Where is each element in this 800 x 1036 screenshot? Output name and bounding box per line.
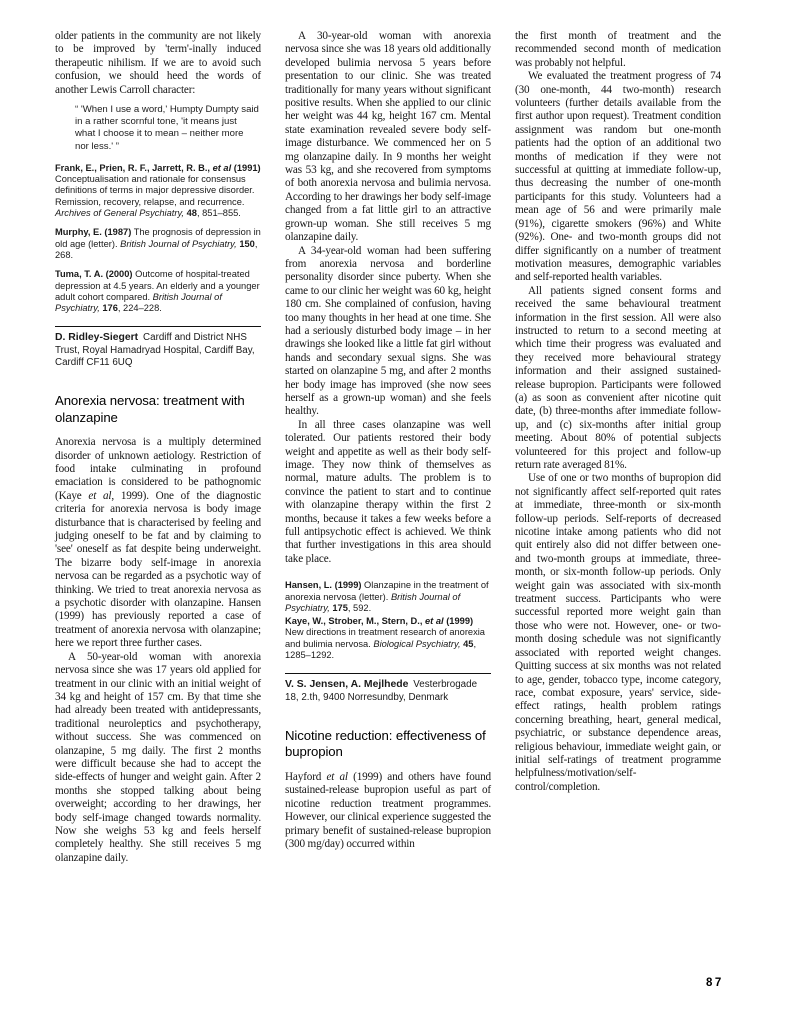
text-segment: (1999)	[443, 616, 474, 627]
text-segment: the first month of treatment and the recommended second month of medication was probably not helpful.	[515, 30, 721, 69]
text-segment: Conceptualisation and rationale for consensus definitions of terms in major depressive disorder. Remission, recovery, relapse, and recurrence.	[55, 174, 255, 207]
page-number: 87	[706, 977, 724, 989]
text-segment: (1999) and others have found sustained-release bupropion useful as part of nicotine reduction treatment programmes. However, our clinical experience suggested the primary benefit of sustained-release bupropion (300 mg/day) occurred within	[285, 770, 491, 850]
text-column-3	[515, 30, 721, 865]
text-segment: A 30-year-old woman with anorexia nervosa since she was 18 years old additionally developed bulimia nervosa 5 years before presentation to our clinic. She was treated traditionally for many years without significant positive results. When she applied to our clinic her weight was 44 kg, height 167 cm. Mental state examination revealed severe body self-image disturbance. We commenced her on 5 mg olanzapine daily. In 9 months her weight was 53 kg, and she recovered from symptoms of both anorexia nervosa and bulimia nervosa. According to her drawings her body self-image changed from a fat little girl to an attractive grown-up woman. She still receives 5 mg olanzapine daily.	[285, 30, 491, 244]
text-segment: , 1285–1292.	[285, 638, 477, 661]
text-segment: Biological Psychiatry,	[373, 638, 461, 649]
text-segment: Hansen, L. (1999)	[285, 580, 362, 591]
body-paragraph	[515, 285, 721, 473]
reference-entry	[55, 269, 261, 314]
section-heading	[55, 393, 261, 426]
text-segment: , 224–228.	[117, 303, 162, 314]
text-segment: Hayford	[285, 770, 327, 783]
text-segment: British Journal of Psychiatry,	[120, 238, 237, 249]
author-signature	[55, 332, 261, 369]
text-segment: , 268.	[55, 238, 258, 260]
text-segment: All patients signed consent forms and received the same behavioural treatment information in the first session. All were also instructed to return to a second meeting at which time their progress was evaluated and they received more behavioural strategy information and their assigned sustained-release bupropion. Participants were followed (a) as soon as convenient after nicotine quit date, (b) three-months after immediate follow-up, and (c) six-months after initial group meeting. About 80% of potential subjects volunteered for this project and follow-up return rate averaged 81%.	[515, 284, 721, 471]
text-segment: , 851–855.	[196, 208, 241, 219]
text-column-1	[55, 30, 261, 865]
text-segment: , 1999). One of the diagnostic criteria for anorexia nervosa is body image disturbance that is characterised by feeling and judging oneself to be fat and by claiming to 'see' oneself as fat despite being underweight. The bizarre body self-image in anorexia nervosa can be regarded as a psychotic way of thinking. We tried to treat anorexia nervosa as a psychotic disorder with olanzapine. Hansen (1999) has previously reported a case of treatment of anorexia nervosa with olanzapine; here we report three further cases.	[55, 489, 261, 650]
text-segment: Tuma, T. A. (2000)	[55, 269, 133, 280]
reference-entry	[55, 163, 261, 219]
text-segment: Cardiff and District NHS Trust, Royal Hamadryad Hospital, Cardiff Bay, Cardiff CF11 6UQ	[55, 332, 255, 368]
author-signature	[285, 679, 491, 703]
text-segment: Outcome of hospital-treated depression at 4.5 years. An elderly and a younger adult cohort compared.	[55, 269, 260, 302]
text-segment: Frank, E., Prien, R. F., Jarrett, R. B.,	[55, 162, 213, 173]
text-segment: 176	[99, 303, 118, 314]
text-segment: D. Ridley-Siegert	[55, 332, 139, 344]
text-segment: Anorexia nervosa is a multiply determined disorder of unknown aetiology. Restriction of food intake culminating in profound emaciation is considered to be pathognomic (Kaye	[55, 436, 261, 502]
text-segment: New directions in treatment research of anorexia and bulimia nervosa.	[285, 627, 485, 649]
text-segment: Nicotine reduction: effectiveness of bupropion	[285, 727, 486, 760]
body-paragraph	[285, 419, 491, 566]
text-segment: , 592.	[347, 602, 372, 613]
text-segment: (1991)	[231, 162, 261, 173]
text-segment: 150	[236, 238, 255, 249]
text-segment: Archives of General Psychiatry,	[55, 208, 184, 219]
text-segment: Anorexia nervosa: treatment with olanzapine	[55, 393, 245, 425]
text-segment: Olanzapine in the treatment of anorexia nervosa (letter).	[285, 580, 489, 602]
text-segment: We evaluated the treatment progress of 74 (30 one-month, 44 two-month) research volunteers (further details available from the first author upon request). Treatment condition assignment was random but one-month patients had the option of an additional two months of medication if they were not successful at quitting at immediate follow-up, thus decreasing the number of one-month participants for this study. Volunteers had a mean age of 56 and were primarily male (91%), cigarette smokers (96%) and White (92%). One- and two-month groups did not differ significantly on a number of treatment motivation measures, demographic variables and self-reported health variables.	[515, 70, 721, 284]
divider	[55, 326, 261, 327]
text-segment: The prognosis of depression in old age (letter).	[55, 227, 261, 249]
body-paragraph	[515, 472, 721, 794]
body-paragraph	[285, 245, 491, 419]
block-quote	[75, 104, 259, 153]
text-columns	[55, 30, 721, 865]
body-paragraph	[55, 651, 261, 866]
text-segment: Murphy, E. (1987)	[55, 227, 132, 238]
text-segment: Kaye, W., Strober, M., Stern, D.,	[285, 616, 426, 627]
section-heading	[285, 728, 491, 761]
reference-entry	[285, 580, 491, 614]
text-segment: In all three cases olanzapine was well tolerated. Our patients restored their body weight and appetite as well as their body self-image. They now think of themselves as normal, mature adults. The problem is to convince the patient to start and to continue with olanzapine therapy within the first 2 months, because it takes a few weeks before a full antipsychotic effect is achieved. We think that further investigations in this area should take place.	[285, 418, 491, 565]
text-segment: older patients in the community are not likely to be improved by 'term'-inally induced therapeutic nihilism. If we are to avoid such confusion, we should heed the words of another Lewis Carroll character:	[55, 30, 261, 96]
text-segment: A 50-year-old woman with anorexia nervosa since she was 17 years old applied for treatment in our clinic with an initial weight of 34 kg and height of 157 cm. By that time she had already been treated with antidepressants, traditional neuroleptics and psychotherapy, without success. She was commenced on olanzapine, 5 mg daily. The first 2 months were difficult because she had to accept the side-effects of hunger and weight gain. After 2 months she stopped talking about being overweight; according to her drawings, her body self-image changed towards normality. Now she weighs 53 kg and feels herself completely healthy. She still receives 5 mg olanzapine daily.	[55, 650, 261, 864]
text-segment: A 34-year-old woman had been suffering from anorexia nervosa and borderline personality disorder since puberty. When she came to our clinic her weight was 60 kg, height 180 cm. She complained of confusion, having too many thoughts in her head at one time. She had a seriously disturbed body image – in her drawings she looked like a little fat girl without hands and secondary sexual signs. She was started on olanzapine 5 mg, and after 2 months her body image has improved (she now sees herself as a grown-up woman) and she feels healthy.	[285, 244, 491, 418]
divider	[285, 673, 491, 674]
text-segment: British Journal of Psychiatry,	[55, 291, 222, 314]
reference-entry	[55, 227, 261, 261]
body-paragraph	[285, 771, 491, 851]
text-segment: et al	[212, 162, 232, 173]
text-segment: 48	[184, 208, 197, 219]
text-segment: “ 'When I use a word,' Humpty Dumpty said in a rather scornful tone, 'it means just what I choose it to mean – neither more nor less.' ”	[75, 104, 259, 152]
text-segment: et al	[326, 770, 348, 783]
body-paragraph	[515, 30, 721, 70]
text-column-2	[285, 30, 491, 865]
text-segment: Use of one or two months of bupropion did not significantly affect self-reported quit rates at immediate, three-month or six-month follow-up periods. Self-reports of decreased nicotine intake among patients who did not quit entirely also did not differ between one- and two-month groups at immediate, three-month, or six-month follow-up periods. Only weight gain was associated with six-month treatment success. Participants who were successful reported more weight gain than those who were not. However, one- or two-month dosing schedule was not significantly associated with reported weight changes. Quitting success at six months was not related to age, gender, tobacco type, income category, race, combat exposure, years' service, side-effect ratings, health problem ratings concerning breathing, heart, general medical, psychiatric, or substance dependence areas, religious behaviour, immediate weight gain, or initial self-ratings of treatment programme helpfulness/motivation/self-control/completion.	[515, 472, 721, 793]
text-segment: Vesterbrogade 18, 2.th, 9400 Norresundby, Denmark	[285, 679, 478, 703]
text-segment: 175	[329, 602, 348, 613]
reference-entry	[285, 616, 491, 661]
text-segment: British Journal of Psychiatry,	[285, 591, 461, 613]
text-segment: V. S. Jensen, A. Mejlhede	[285, 679, 409, 691]
body-paragraph	[515, 70, 721, 285]
text-segment: et al	[88, 489, 112, 502]
body-paragraph	[55, 436, 261, 651]
text-segment: 45	[460, 638, 474, 649]
body-paragraph	[55, 30, 261, 97]
text-segment: et al	[425, 616, 444, 627]
body-paragraph	[285, 30, 491, 245]
